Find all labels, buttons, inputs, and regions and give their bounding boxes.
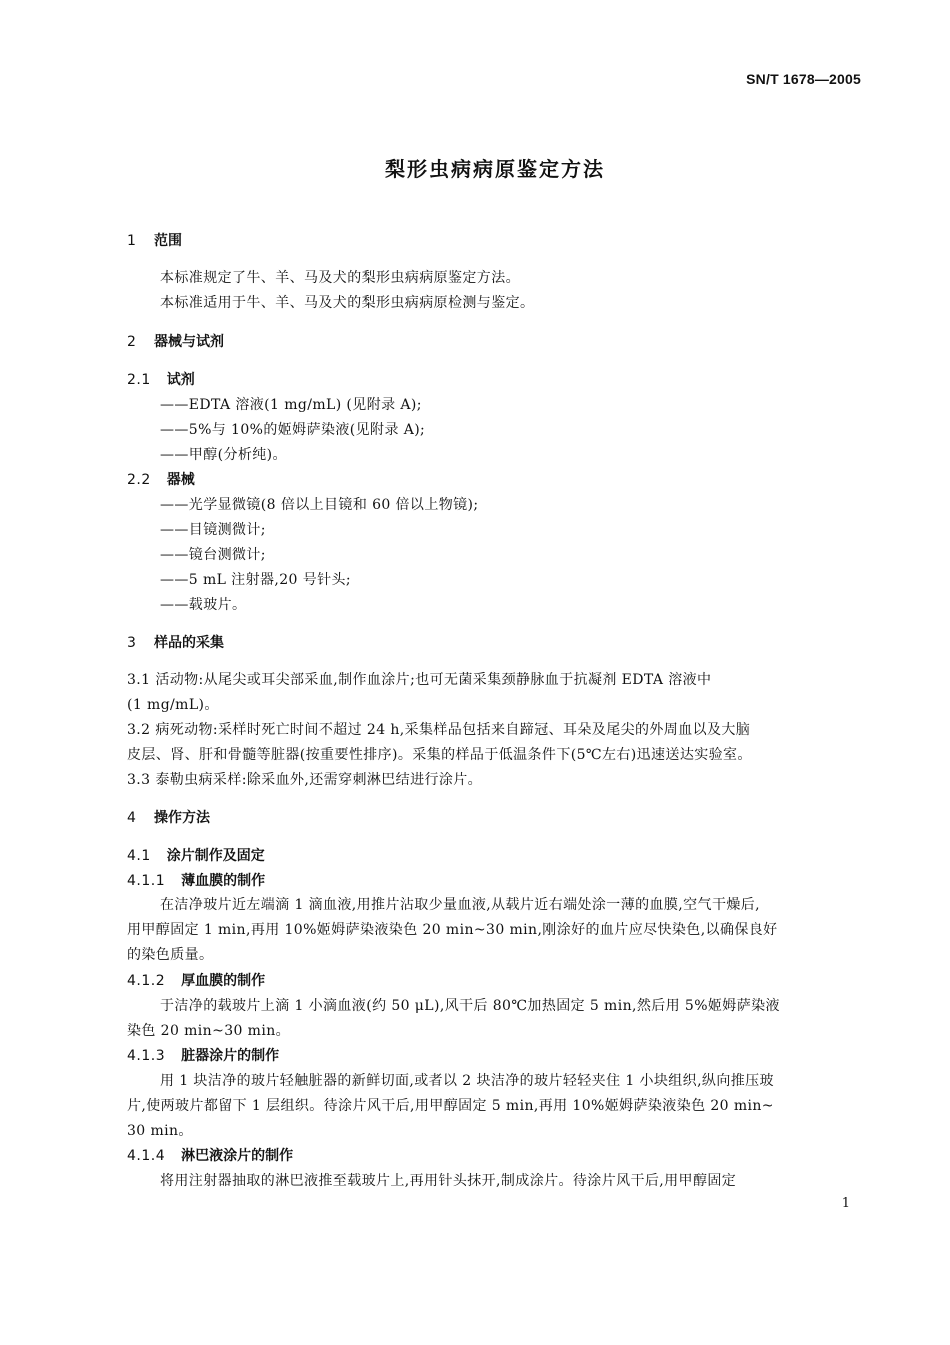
- subsection-2-2-heading: [127, 469, 195, 489]
- page-number: 1: [841, 1196, 850, 1211]
- paragraph-line: 片,使两玻片都留下 1 层组织。待涂片风干后,用甲醇固定 5 min,再用 10%姬姆萨染液染色 20 min~: [127, 1098, 774, 1114]
- paragraph-line: 3.2 病死动物:采样时死亡时间不超过 24 h,采集样品包括来自蹄冠、耳朵及尾尖的外周血以及大脑: [127, 722, 751, 738]
- paragraph-line: 用甲醇固定 1 min,再用 10%姬姆萨染液染色 20 min~30 min,刚涂好的血片应尽快染色,以确保良好: [127, 922, 778, 938]
- section-3-heading: [127, 632, 224, 652]
- section-2-heading: [127, 331, 224, 351]
- subsection-title: 淋巴液涂片的制作: [181, 1148, 294, 1164]
- subsection-4-1-1-heading: [127, 870, 265, 890]
- subsection-title: 脏器涂片的制作: [181, 1048, 280, 1064]
- paragraph-line: 在洁净玻片近左端滴 1 滴血液,用推片沾取少量血液,从载片近右端处涂一薄的血膜,空气干燥后,: [160, 897, 761, 913]
- document-title: 梨形虫病病原鉴定方法: [385, 157, 605, 181]
- paragraph-line: 于洁净的载玻片上滴 1 小滴血液(约 50 μL),风干后 80℃加热固定 5 min,然后用 5%姬姆萨染液: [160, 998, 780, 1014]
- subsection-number: 2.1: [127, 372, 151, 388]
- paragraph-line: 将用注射器抽取的淋巴液推至载玻片上,再用针头抹开,制成涂片。待涂片风干后,用甲醇固定: [160, 1173, 737, 1189]
- list-item: ——5%与 10%的姬姆萨染液(见附录 A);: [160, 422, 426, 438]
- subsection-title: 涂片制作及固定: [166, 848, 265, 864]
- subsection-2-1-heading: [127, 369, 195, 389]
- list-item: ——EDTA 溶液(1 mg/mL) (见附录 A);: [160, 397, 422, 413]
- section-title: 样品的采集: [154, 635, 224, 651]
- subsection-title: 厚血膜的制作: [181, 973, 266, 989]
- paragraph-line: 3.3 泰勒虫病采样:除采血外,还需穿刺淋巴结进行涂片。: [127, 772, 483, 788]
- subsection-number: 4.1.3: [127, 1048, 166, 1064]
- section-number: 1: [127, 233, 136, 249]
- subsection-title: 器械: [166, 472, 195, 488]
- list-item: ——镜台测微计;: [160, 547, 266, 563]
- section-title: 器械与试剂: [154, 334, 224, 350]
- section-number: 4: [127, 810, 136, 826]
- subsection-4-1-3-heading: [127, 1045, 279, 1065]
- section-number: 2: [127, 334, 136, 350]
- subsection-title: 薄血膜的制作: [181, 873, 266, 889]
- section-number: 3: [127, 635, 136, 651]
- paragraph: 本标准规定了牛、羊、马及犬的梨形虫病病原鉴定方法。: [160, 270, 520, 286]
- paragraph: 本标准适用于牛、羊、马及犬的梨形虫病病原检测与鉴定。: [160, 295, 535, 311]
- list-item: ——甲醇(分析纯)。: [160, 447, 287, 463]
- paragraph-line: (1 mg/mL)。: [127, 697, 219, 713]
- subsection-number: 2.2: [127, 472, 151, 488]
- subsection-number: 4.1.1: [127, 873, 166, 889]
- subsection-number: 4.1.2: [127, 973, 166, 989]
- paragraph-line: 皮层、肾、肝和骨髓等脏器(按重要性排序)。采集的样品于低温条件下(5℃左右)迅速送达实验室。: [127, 747, 752, 763]
- section-title: 操作方法: [154, 810, 210, 826]
- list-item: ——光学显微镜(8 倍以上目镜和 60 倍以上物镜);: [160, 497, 479, 513]
- subsection-4-1-4-heading: [127, 1145, 293, 1165]
- list-item: ——载玻片。: [160, 597, 247, 613]
- paragraph-line: 用 1 块洁净的玻片轻触脏器的新鲜切面,或者以 2 块洁净的玻片轻轻夹住 1 小块组织,纵向推压玻: [160, 1073, 774, 1089]
- subsection-4-1-2-heading: [127, 970, 265, 990]
- subsection-number: 4.1: [127, 848, 151, 864]
- subsection-number: 4.1.4: [127, 1148, 166, 1164]
- paragraph-line: 3.1 活动物:从尾尖或耳尖部采血,制作血涂片;也可无菌采集颈静脉血于抗凝剂 EDTA 溶液中: [127, 672, 712, 688]
- section-title: 范围: [154, 233, 182, 249]
- standard-number: SN/T 1678—2005: [746, 71, 861, 87]
- paragraph-line: 30 min。: [127, 1123, 193, 1139]
- paragraph-line: 染色 20 min~30 min。: [127, 1023, 291, 1039]
- subsection-title: 试剂: [166, 372, 195, 388]
- list-item: ——目镜测微计;: [160, 522, 266, 538]
- section-1-heading: [127, 230, 182, 250]
- subsection-4-1-heading: [127, 845, 265, 865]
- paragraph-line: 的染色质量。: [127, 947, 214, 963]
- list-item: ——5 mL 注射器,20 号针头;: [160, 572, 352, 588]
- section-4-heading: [127, 807, 210, 827]
